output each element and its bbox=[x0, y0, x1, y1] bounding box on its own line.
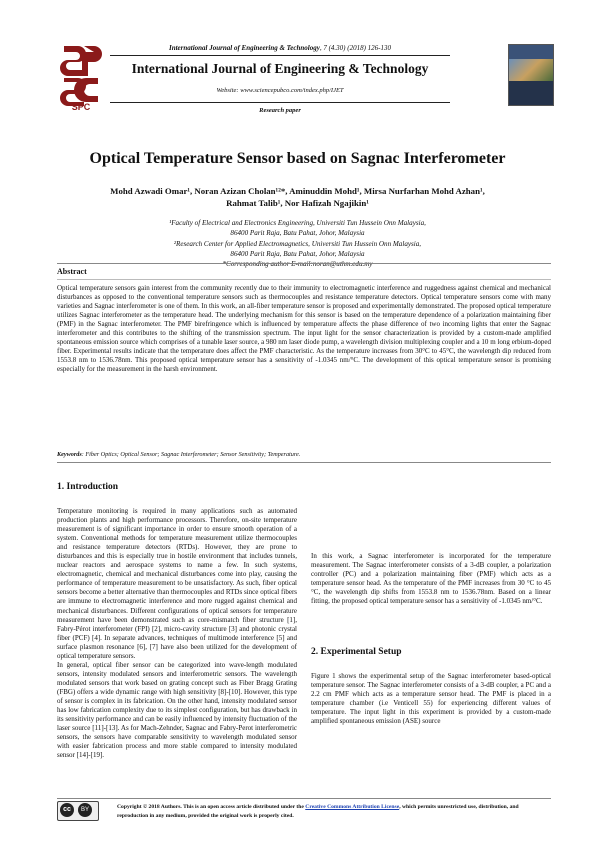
abstract-heading: Abstract bbox=[57, 267, 87, 276]
keywords-list: : Fiber Optics; Optical Sensor; Sagnac Interferometer; Sensor Sensitivity; Temperature. bbox=[81, 451, 301, 458]
license-link[interactable]: Creative Commons Attribution License bbox=[305, 804, 400, 810]
publisher-logo bbox=[58, 42, 104, 114]
paper-type-label: Research paper bbox=[259, 107, 301, 114]
header-rule-bottom bbox=[110, 102, 450, 103]
authors-line-1: Mohd Azwadi Omar¹, Noran Azizan Cholan¹²*, Aminuddin Mohd¹, Mirsa Nurfarhan Mohd Azhan¹, bbox=[110, 186, 485, 196]
cc-by-license-badge[interactable] bbox=[57, 801, 99, 821]
paper-title: Optical Temperature Sensor based on Sagnac Interferometer bbox=[89, 150, 506, 167]
abstract-text: Optical temperature sensors gain interest from the community recently due to their immunity to electromagnetic interference and ruggedness against chemical and mechanical disturbances as opposed to the conventional temperature sensors such as thermocouples and resistance temperature detectors. Optical temperature sensors come with many varieties and Sagnac interferometer is one of them. In this work, an all-fiber temperature sensor is proposed and experimentally demonstrated. The proposed optical temperature utilizes Sagnac interferometer as the temperature head. The underlying mechanism for this sensor is based on the temperature dependence of a polarization maintaining fiber (PMF) in the Sagnac interferometer. The PMF birefringence which is influenced by temperature affects the phase difference of two incoming lights that enter the Sagnac interferometer and this contributes to the shifting of the transmission spectrum. The input light for the sensor characterization is provided by a custom-made amplified spontaneous emission source which comprises of a tunable laser source, a 980 nm laser diode pump, a wavelength division multiplexing coupler and a 10 m long erbium-doped fiber. Experimental results indicate that the temperature does affect the PMF characteristic. As the temperature increases from 30°C to 45°C, the wavelength dip reduced from 1553.8 nm to 1536.78nm. This proposed optical temperature sensor has a sensitivity of -1.0345 nm/°C. The development of this optical temperature sensor is promising especially for the measurement in the harsh environment. bbox=[57, 284, 551, 374]
header-rule-top bbox=[110, 55, 450, 56]
journal-website[interactable]: Website: www.sciencepubco.com/index.php/IJET bbox=[216, 87, 344, 94]
section-heading-experimental-setup: 2. Experimental Setup bbox=[311, 647, 402, 657]
left-column bbox=[57, 507, 297, 760]
by-icon: BY bbox=[78, 803, 92, 817]
copyright-notice: Copyright © 2018 Authors. This is an open access article distributed under the Creative Commons Attribution License, which permits unrestricted use, distribution, and reproduction in any medium, provided the original work is properly cited. bbox=[117, 804, 519, 819]
authors-line-2: Rahmat Talib¹, Nor Hafizah Ngajikin¹ bbox=[226, 198, 369, 208]
keywords-label: Keywords bbox=[57, 451, 82, 458]
intro-paragraph-3: In this work, a Sagnac interferometer is incorporated for the temperature measurement. The Sagnac interferometer consists of a 3-dB coupler, a polarization controller (PC) and a polarization maintaining fiber (PMF) which acts as a temperature sensor head. As the temperature of the PMF increases from 30 °C to 45 °C, the wavelength dip shifts from 1553.8 nm to 1536.78nm. Based on a linear fitting, the proposed optical temperature sensor has a sensitivity of -1.0345 nm/°C. bbox=[311, 552, 551, 606]
affiliation-line: 86400 Parit Raja, Batu Pahat, Johor, Malaysia bbox=[230, 229, 365, 238]
journal-title: International Journal of Engineering & Technology bbox=[131, 61, 429, 76]
abstract-divider bbox=[57, 279, 551, 280]
intro-paragraph-2: In general, optical fiber sensor can be categorized into wave-length modulated sensors, intensity modulated sensors and interferometric sensors. The wavelength modulated sensors that work based on grating concept such as Fiber Bragg Grating (FBG) offers a wide dynamic range with high sensitivity [8]-[10]. However, this type of sensor is complex in its fabrication. On the other hand, intensity modulated sensor has low fabrication complexity due to its simplest configuration, but has drawback in its sensitivity performance and can be easily influenced by intensity fluctuation of the laser source [11]-[13]. As for Mach-Zehnder, Sagnac and Fabry-Perot interferometric sensors, the sensors have comparable sensitivity to wavelength modulated sensor with easier fabrication process and more stable compared to intensity modulated sensor [14]-[19]. bbox=[57, 660, 297, 760]
journal-citation: International Journal of Engineering & Technology, 7 (4.30) (2018) 126-130 bbox=[168, 44, 391, 52]
publisher-logo-text: SPC bbox=[71, 102, 91, 112]
affiliation-line: 86400 Parit Raja, Batu Pahat, Johor, Malaysia bbox=[230, 249, 365, 258]
keywords bbox=[57, 451, 551, 458]
footer-divider bbox=[57, 798, 551, 799]
experimental-paragraph-1: Figure 1 shows the experimental setup of the Sagnac interferometer based-optical temperature sensor. The Sagnac interferometer consists of a 3-dB coupler, a PC and a 2.2 cm PMF which acts as a temperature sensor head. The PMF is placed in a temperature chamber (i.e Venticell 55) for experiencing different values of temperature. The input light in this experiment is provided by a custom-made amplified spontaneous emission (ASE) source bbox=[311, 672, 551, 726]
affiliations bbox=[80, 218, 515, 269]
corresponding-author[interactable]: *Corresponding author E-mail:noran@uthm.edu.my bbox=[222, 260, 373, 269]
author-list bbox=[55, 185, 540, 209]
journal-cover-image bbox=[508, 44, 554, 106]
intro-paragraph-1: Temperature monitoring is required in many applications such as automated production plants and high performance processors. Therefore, on-site temperature measurement is of significant importance in order to ensure smooth operation of a system. Conventional methods for temperature measurement utilize thermocouples and resistance temperature detectors (RTDs). However, they are prone to disturbances and this is especially true in hostile environment that includes tunnels, nuclear reactors and aerospace systems to name a few. In such systems, electromagnetic, chemical and mechanical disturbances come into play, causing the performance of temperature measurement to be unsatisfactory. As such, fiber optical sensors become a better alternative than thermocouples and RTDs since optical fibers are immune to electromagnetic interference and more rugged against chemical and mechanical disturbances. Different configurations of optical sensors for temperature measurement have been demonstrated such as core-mismatch fiber structure [1], Fabry-Pérot interferometer (FPI) [2], micro-cavity structure [3] and photonic crystal fiber (PCF) [4]. In separate advances, techniques of multimode interference [5] and surface plasmon resonance [6], [7] have also been utilized for the development of optical temperature sensors. bbox=[57, 507, 297, 660]
section-heading-introduction: 1. Introduction bbox=[57, 482, 119, 492]
affiliation-line: ²Research Center for Applied Electromagnetics, Universiti Tun Hussein Onn Malaysia, bbox=[173, 239, 422, 248]
affiliation-line: ¹Faculty of Electrical and Electronics Engineering, Universiti Tun Hussein Onn Malaysia, bbox=[169, 219, 426, 227]
cc-icon: cc bbox=[60, 803, 74, 817]
